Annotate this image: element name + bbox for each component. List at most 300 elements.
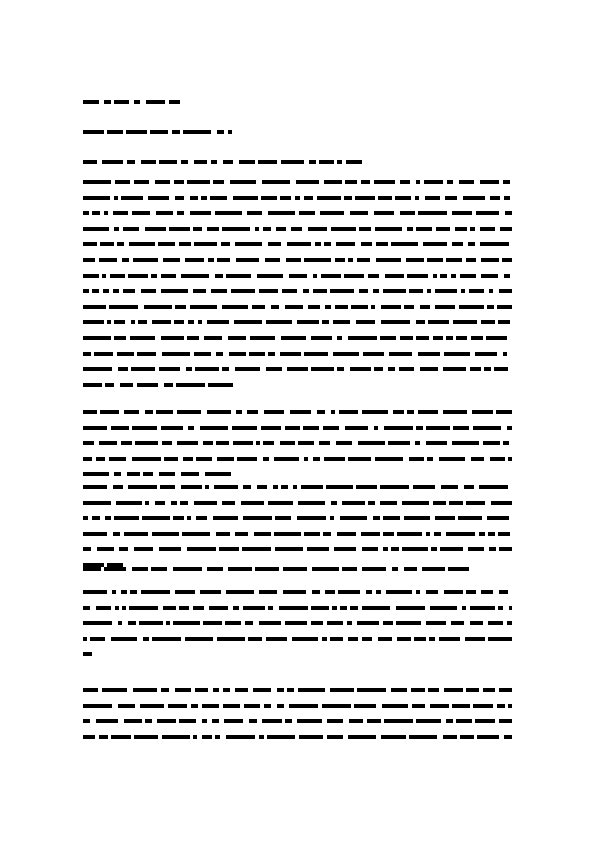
text-word [480, 227, 495, 231]
text-word [293, 485, 297, 489]
text-word [383, 516, 400, 520]
text-word [118, 367, 128, 371]
text-word [279, 606, 308, 610]
text-word [111, 426, 129, 430]
text-word [313, 289, 327, 293]
text-word [331, 227, 356, 231]
paragraph-3-line [83, 563, 123, 567]
text-word [481, 320, 495, 324]
text-word [145, 501, 149, 505]
text-word [226, 735, 255, 739]
text-word [243, 516, 272, 520]
text-word [173, 621, 200, 625]
text-word [325, 590, 335, 594]
text-word [348, 637, 358, 641]
paragraph-1-line [83, 211, 512, 215]
text-word [175, 196, 184, 200]
text-word [83, 211, 89, 215]
text-word [389, 352, 412, 356]
text-word [460, 274, 476, 278]
text-word [498, 532, 510, 536]
paragraph-1-line [83, 227, 512, 231]
text-word [222, 367, 229, 371]
text-word [259, 621, 281, 625]
text-word [216, 532, 230, 536]
text-word [266, 367, 282, 371]
text-word [92, 211, 100, 215]
text-word [335, 305, 348, 309]
text-word [185, 258, 204, 262]
text-word [400, 336, 413, 340]
text-word [433, 336, 443, 340]
text-word [489, 289, 493, 293]
text-word [244, 704, 260, 708]
text-word [497, 305, 512, 309]
text-word [397, 532, 422, 536]
text-word [83, 258, 95, 262]
text-word [368, 501, 375, 505]
text-word [280, 196, 291, 200]
text-word [202, 719, 207, 723]
text-word [323, 426, 339, 430]
text-word [249, 352, 265, 356]
text-word [96, 606, 111, 610]
text-word [291, 227, 302, 231]
paragraph-3-line [83, 547, 512, 551]
text-word [187, 180, 210, 184]
text-word [327, 735, 343, 739]
text-word [152, 637, 181, 641]
text-word [301, 485, 323, 489]
text-word [439, 637, 460, 641]
text-word [475, 719, 495, 723]
text-word [359, 289, 368, 293]
text-word [150, 130, 168, 134]
text-word [235, 532, 248, 536]
text-word [171, 501, 177, 505]
text-word [324, 242, 331, 246]
text-word [191, 704, 198, 708]
text-word [266, 320, 292, 324]
text-word [384, 426, 413, 430]
text-word [383, 289, 406, 293]
text-word [404, 305, 414, 309]
text-word [459, 180, 474, 184]
text-word [443, 735, 457, 739]
text-word [324, 180, 342, 184]
text-word [194, 160, 207, 164]
text-word [476, 211, 499, 215]
text-word [217, 637, 245, 641]
text-word [361, 242, 372, 246]
text-word [83, 472, 109, 476]
text-word [103, 289, 109, 293]
text-word [123, 227, 139, 231]
text-word [376, 258, 401, 262]
text-word [481, 274, 498, 278]
text-word [311, 621, 323, 625]
text-word [83, 704, 112, 708]
text-word [508, 457, 512, 461]
text-word [327, 621, 343, 625]
text-word [446, 532, 475, 536]
text-word [158, 242, 175, 246]
text-word [173, 567, 202, 571]
text-word [140, 704, 164, 708]
text-word [475, 352, 497, 356]
text-word [445, 196, 457, 200]
text-word [205, 472, 231, 476]
text-word [92, 289, 99, 293]
paragraph-6-line [83, 688, 512, 692]
text-word [470, 606, 495, 610]
text-word [426, 441, 447, 445]
text-word [102, 688, 127, 692]
text-word [117, 242, 124, 246]
text-word [374, 180, 395, 184]
text-word [503, 352, 507, 356]
text-word [164, 457, 178, 461]
text-word [213, 688, 219, 692]
text-word [114, 227, 119, 231]
text-word [298, 501, 325, 505]
text-word [236, 258, 259, 262]
text-word [427, 289, 431, 293]
text-word [175, 688, 191, 692]
text-word [83, 383, 102, 387]
text-word [470, 227, 475, 231]
text-word [268, 352, 275, 356]
text-word [357, 621, 379, 625]
text-word [383, 547, 388, 551]
text-word [90, 637, 105, 641]
text-word [313, 457, 320, 461]
text-word [113, 485, 123, 489]
text-word [187, 516, 191, 520]
text-word [161, 336, 184, 340]
text-word [468, 547, 484, 551]
paragraph-1-line [83, 336, 507, 340]
text-word [453, 320, 477, 324]
text-word [235, 688, 248, 692]
text-word [507, 426, 512, 430]
text-word [433, 274, 437, 278]
text-word [299, 735, 323, 739]
text-word [131, 320, 135, 324]
text-word [509, 606, 512, 610]
text-word [225, 621, 241, 625]
text-word [503, 180, 510, 184]
text-word [248, 637, 262, 641]
text-word [161, 688, 169, 692]
text-word [243, 606, 265, 610]
text-word [259, 735, 264, 739]
text-word [487, 305, 494, 309]
text-word [499, 289, 512, 293]
text-word [304, 258, 331, 262]
text-word [420, 305, 430, 309]
text-word [190, 196, 198, 200]
text-word [235, 242, 262, 246]
text-word [374, 426, 378, 430]
text-word [503, 441, 509, 445]
text-word [435, 516, 455, 520]
text-word [99, 735, 108, 739]
text-word [121, 590, 127, 594]
text-word [349, 719, 363, 723]
text-word [100, 410, 119, 414]
text-word [303, 289, 309, 293]
text-word [452, 704, 470, 708]
text-word [263, 457, 269, 461]
text-word [325, 305, 331, 309]
text-word [281, 336, 306, 340]
text-word [466, 501, 485, 505]
text-word [428, 320, 449, 324]
text-word [175, 305, 186, 309]
text-word [488, 621, 503, 625]
text-word [135, 441, 158, 445]
text-word [290, 410, 311, 414]
text-word [83, 160, 97, 164]
text-word [83, 352, 91, 356]
text-word [396, 606, 425, 610]
text-word [134, 547, 153, 551]
text-word [381, 305, 401, 309]
text-word [83, 606, 90, 610]
text-word [223, 160, 233, 164]
text-word [200, 590, 221, 594]
text-word [430, 704, 449, 708]
text-word [161, 274, 176, 278]
text-word [362, 410, 388, 414]
text-word [380, 501, 397, 505]
text-word [507, 621, 512, 625]
text-word [217, 457, 234, 461]
text-word [157, 719, 176, 723]
text-word [430, 606, 457, 610]
text-word [141, 590, 170, 594]
text-word [137, 383, 158, 387]
text-word [322, 320, 329, 324]
text-word [252, 305, 265, 309]
text-word [113, 211, 128, 215]
text-word [92, 516, 100, 520]
text-word [424, 180, 443, 184]
text-word [500, 227, 512, 231]
text-word [416, 180, 420, 184]
text-word [96, 457, 105, 461]
text-word [440, 547, 463, 551]
text-word [194, 242, 217, 246]
text-word [237, 457, 257, 461]
text-word [159, 472, 175, 476]
text-word [384, 719, 413, 723]
text-word [190, 305, 217, 309]
text-word [134, 735, 158, 739]
text-word [123, 289, 135, 293]
text-word [499, 547, 512, 551]
text-word [234, 320, 262, 324]
paragraph-5-line [83, 621, 512, 625]
text-word [330, 688, 354, 692]
text-word [124, 532, 148, 536]
text-word [219, 547, 239, 551]
text-word [435, 305, 455, 309]
text-word [265, 258, 280, 262]
text-word [469, 289, 484, 293]
text-word [263, 227, 271, 231]
text-word [212, 719, 219, 723]
text-word [391, 688, 407, 692]
text-word [427, 457, 433, 461]
text-word [491, 501, 512, 505]
text-word [333, 352, 359, 356]
text-word [451, 274, 456, 278]
text-word [209, 606, 228, 610]
text-word [337, 367, 344, 371]
text-word [215, 735, 220, 739]
text-word [134, 100, 140, 104]
text-word [292, 637, 318, 641]
text-word [254, 532, 271, 536]
text-word [233, 441, 253, 445]
text-word [122, 606, 126, 610]
header-line-2 [83, 130, 232, 134]
text-word [114, 516, 139, 520]
text-word [340, 516, 367, 520]
text-word [456, 719, 472, 723]
text-word [168, 704, 187, 708]
text-word [163, 606, 176, 610]
paragraph-3-line [83, 532, 510, 536]
text-word [211, 160, 217, 164]
text-word [124, 719, 142, 723]
text-word [362, 606, 390, 610]
text-word [350, 606, 358, 610]
text-word [362, 547, 378, 551]
text-word [132, 426, 157, 430]
text-word [83, 652, 92, 656]
text-word [264, 410, 284, 414]
text-word [286, 258, 301, 262]
text-word [148, 196, 169, 200]
text-word [263, 441, 274, 445]
text-word [281, 485, 288, 489]
text-word [420, 367, 438, 371]
paragraph-2-line [83, 441, 509, 445]
text-word [448, 567, 469, 571]
text-word [207, 410, 231, 414]
text-word [193, 227, 202, 231]
text-word [261, 426, 281, 430]
text-word [411, 688, 425, 692]
text-word [83, 532, 107, 536]
text-word [473, 704, 493, 708]
text-word [107, 130, 123, 134]
text-word [357, 258, 370, 262]
text-word [312, 567, 339, 571]
text-word [239, 160, 255, 164]
text-word [259, 289, 278, 293]
text-word [266, 637, 287, 641]
paragraph-2-line [83, 410, 512, 414]
text-word [179, 606, 189, 610]
text-word [155, 180, 170, 184]
text-word [83, 130, 104, 134]
text-word [386, 590, 412, 594]
text-word [397, 637, 411, 641]
text-word [407, 274, 428, 278]
text-word [446, 719, 453, 723]
text-word [268, 606, 273, 610]
text-word [186, 367, 192, 371]
paragraph-1-line [83, 180, 510, 184]
text-word [480, 242, 509, 246]
text-word [479, 532, 485, 536]
text-word [356, 485, 377, 489]
text-word [109, 305, 138, 309]
text-word [361, 180, 370, 184]
text-word [130, 590, 137, 594]
text-word [319, 441, 330, 445]
text-word [222, 501, 235, 505]
text-word [283, 567, 307, 571]
text-word [402, 501, 429, 505]
text-word [233, 606, 239, 610]
text-word [494, 367, 508, 371]
text-word [83, 563, 104, 567]
text-word [177, 441, 198, 445]
text-word [179, 242, 191, 246]
text-word [162, 735, 190, 739]
text-word [388, 367, 395, 371]
text-word [418, 211, 447, 215]
text-word [137, 352, 156, 356]
text-word [441, 485, 458, 489]
text-word [83, 719, 90, 723]
text-word [368, 274, 379, 278]
text-word [285, 426, 300, 430]
text-word [183, 130, 211, 134]
text-word [185, 637, 213, 641]
text-word [299, 211, 315, 215]
text-word [505, 211, 512, 215]
text-word [159, 160, 177, 164]
text-word [111, 735, 131, 739]
text-word [216, 352, 223, 356]
text-word [391, 547, 399, 551]
paragraph-6-line [83, 704, 512, 708]
text-word [481, 258, 499, 262]
text-word [161, 426, 183, 430]
text-word [121, 441, 132, 445]
text-word [479, 485, 508, 489]
text-word [253, 688, 271, 692]
text-word [132, 211, 150, 215]
text-word [163, 258, 180, 262]
text-word [327, 719, 343, 723]
text-word [285, 621, 307, 625]
text-word [207, 320, 229, 324]
text-word [322, 704, 351, 708]
paragraph-2-line [83, 457, 512, 461]
text-word [83, 227, 109, 231]
text-word [385, 274, 404, 278]
text-word [287, 242, 311, 246]
text-word [472, 410, 493, 414]
text-word [274, 457, 299, 461]
